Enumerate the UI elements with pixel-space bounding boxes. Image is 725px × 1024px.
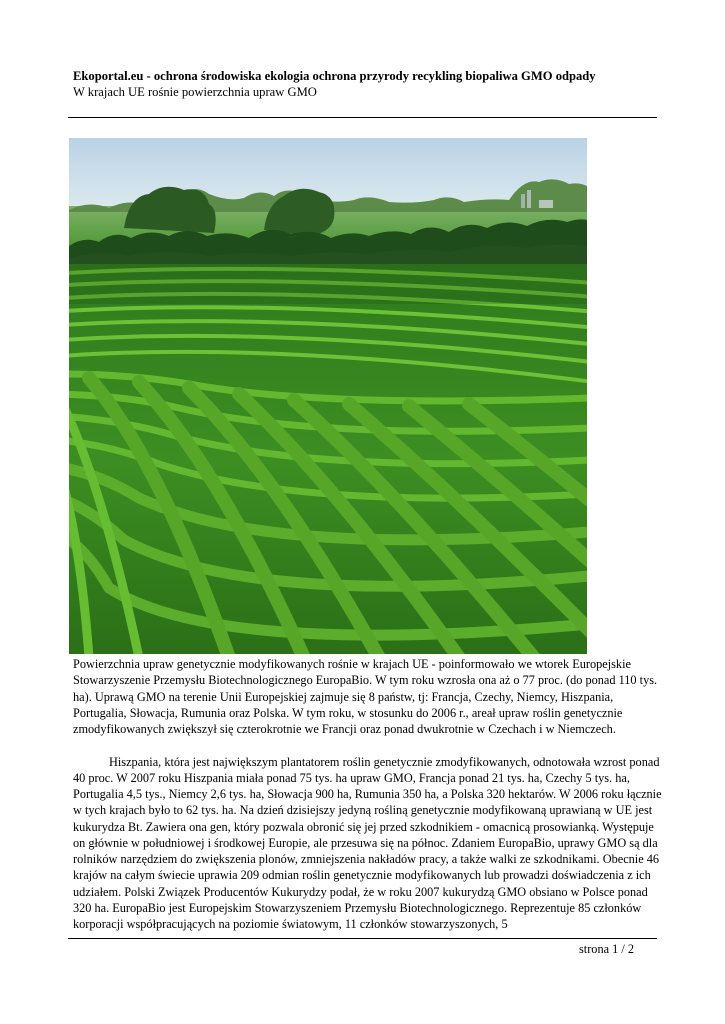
footer-divider: [68, 938, 657, 939]
article-paragraph: Hiszpania, która jest największym plantatorem roślin genetycznie zmodyfikowanych, odnotowała wzrost ponad 40 proc. W 2007 roku Hiszpania miała ponad 75 tys. ha upraw GMO, Francja ponad 21 tys. ha, Czechy 5 tys. ha, Portugalia 4,5 tys., Niemcy 2,6 tys. ha, Słowacja 900 ha, Rumunia 350 ha, a Polska 320 hektarów. W 2006 roku łącznie w tych krajach było to 62 tys. ha. Na dzień dzisiejszy jedyną rośliną genetycznie modyfikowaną uprawianą w UE jest kukurydza Bt. Zawiera ona gen, który pozwala obronić się jej przed szkodnikiem - omacnicą prosowianką. Występuje on głównie w południowej i środkowej Europie, ale przesuwa się na północ. Zdaniem EuropaBio, uprawy GMO są dla rolników narzędziem do zwiększenia plonów, zmniejszenia nakładów pracy, a także walki ze szkodnikami. Obecnie 46 krajów na całym świecie uprawia 209 odmian roślin genetycznie modyfikowanych lub prowadzi doświadczenia z ich udziałem. Polski Związek Producentów Kukurydzy podał, że w roku 2007 kukurydzą GMO obsiano w Polsce ponad 320 ha. EuropaBio jest Europejskim Stowarzyszeniem Przemysłu Biotechnologicznego. Reprezentuje 85 członków korporacji współpracujących na poziomie światowym, 11 członków stowarzyszonych, 5: [73, 754, 662, 931]
page-header: [73, 68, 673, 100]
header-divider: [68, 117, 657, 118]
site-title: Ekoportal.eu - ochrona środowiska ekologia ochrona przyrody recykling biopaliwa GMO odpady: [73, 69, 596, 83]
page-number: strona 1 / 2: [579, 942, 634, 956]
article-title: W krajach UE rośnie powierzchnia upraw GMO: [73, 85, 317, 99]
crop-field-photo: [69, 138, 587, 654]
article-paragraph: Powierzchnia upraw genetycznie modyfikowanych rośnie w krajach UE - poinformowało we wtorek Europejskie Stowarzyszenie Przemysłu Biotechnologicznego EuropaBio. W tym roku wzrosła ona aż o 77 proc. (do ponad 110 tys. ha). Uprawą GMO na terenie Unii Europejskiej zajmuje się 8 państw, tj: Francja, Czechy, Niemcy, Hiszpania, Portugalia, Słowacja, Rumunia oraz Polska. W tym roku, w stosunku do 2006 r., areał upraw roślin genetycznie zmodyfikowanych zwiększył się czterokrotnie we Francji oraz ponad dwukrotnie w Czechach i w Niemczech.: [73, 657, 658, 736]
article-body: [73, 656, 665, 932]
